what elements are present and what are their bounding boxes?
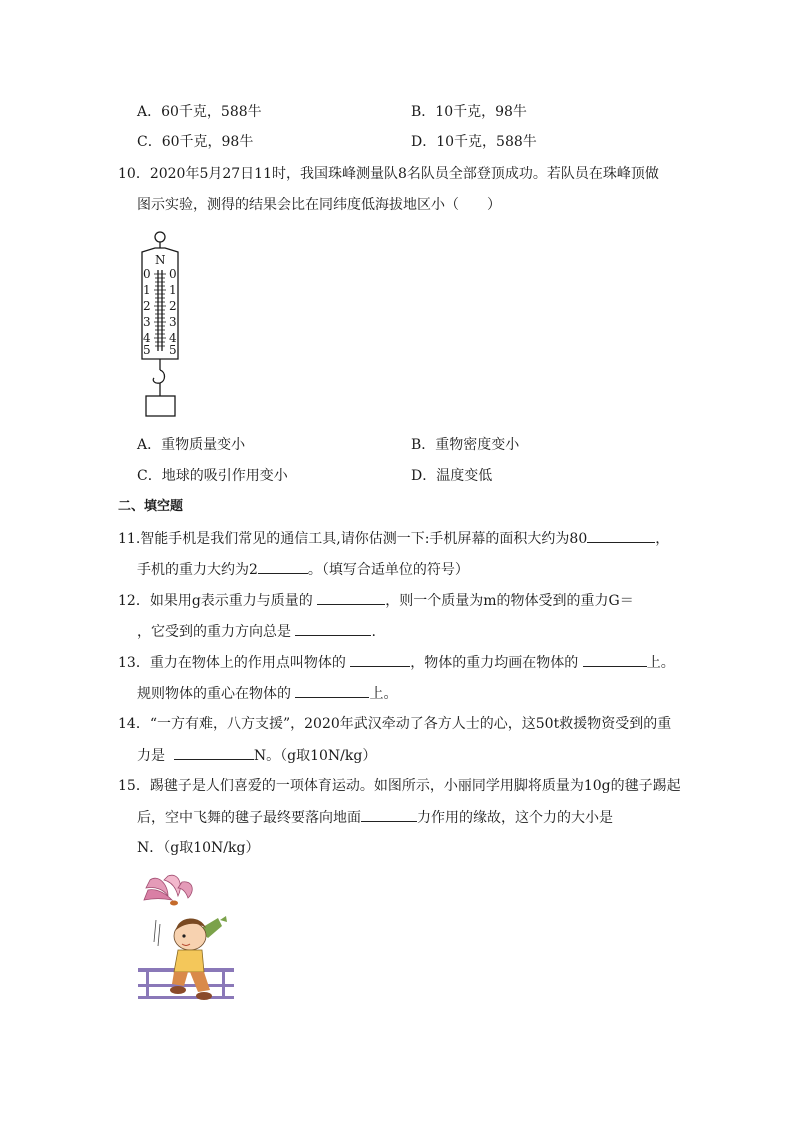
q15-line2 <box>137 807 613 828</box>
scale-tick-left-1: 1 <box>143 283 151 297</box>
q12-text-d: . <box>371 624 376 640</box>
q11-text-c: 手机的重力大约为2 <box>137 562 258 578</box>
scale-tick-left-0: 0 <box>143 267 151 281</box>
q14-line1: 14．“一方有难，八方支援”，2020年武汉牵动了各方人士的心，这50t救援物资受到的重 <box>118 716 672 732</box>
q11-line2 <box>137 559 469 580</box>
q10-option-c: C．地球的吸引作用变小 <box>137 468 288 484</box>
weight-block <box>146 396 175 416</box>
girl-figure <box>170 916 227 1000</box>
scale-unit-label: N <box>155 253 166 267</box>
q12-blank-ratio <box>317 590 385 605</box>
q10-stem-line1: 10．2020年5月27日11时，我国珠峰测量队8名队员全部登顶成功。若队员在珠峰顶做 <box>118 166 659 182</box>
scale-tick-left-3: 3 <box>143 315 151 329</box>
q14-text-a: 力是 <box>137 748 165 764</box>
q13-blank-regular <box>295 683 369 698</box>
shuttlecock-kick-illustration <box>138 872 238 1004</box>
q11-blank-weight <box>258 559 308 574</box>
q13-text-b: ，物体的重力均画在物体的 <box>410 655 579 671</box>
q13-text-a: 13．重力在物体上的作用点叫物体的 <box>118 655 346 671</box>
scale-tick-right-2: 2 <box>169 299 177 313</box>
scale-tick-right-1: 1 <box>169 283 177 297</box>
q15-blank-force <box>361 807 417 822</box>
q9-option-b: B．10千克，98牛 <box>411 104 527 120</box>
q15-line3: N．（g取10N/kg） <box>137 840 260 856</box>
q12-line1 <box>118 590 634 611</box>
scale-tick-right-0: 0 <box>169 267 177 281</box>
q9-option-c: C．60千克，98牛 <box>137 134 254 150</box>
q13-text-d: 规则物体的重心在物体的 <box>137 686 291 702</box>
scale-tick-right-4: 4 <box>169 331 177 345</box>
q12-text-b: ，则一个质量为m的物体受到的重力G＝ <box>385 593 634 609</box>
q13-line2 <box>137 683 397 704</box>
q12-line2 <box>137 621 376 642</box>
section-title: 二、填空题 <box>118 499 184 514</box>
q13-text-e: 上。 <box>369 686 398 702</box>
q13-blank-drawn <box>583 652 647 667</box>
q14-text-b: N。（g取10N/kg） <box>253 748 377 764</box>
q12-text-c: ，它受到的重力方向总是 <box>137 624 291 640</box>
q10-option-d: D．温度变低 <box>411 468 493 484</box>
q11-text-b: ， <box>655 531 670 547</box>
q15-text-b: 力作用的缘故，这个力的大小是 <box>417 810 613 826</box>
scale-tick-right-3: 3 <box>169 315 177 329</box>
q13-text-c: 上。 <box>646 655 675 671</box>
q14-line2 <box>137 745 376 766</box>
q12-blank-direction <box>295 621 371 636</box>
scale-tick-left-4: 4 <box>143 331 151 345</box>
q10-option-b: B．重物密度变小 <box>411 437 520 453</box>
q13-blank-center <box>350 652 410 667</box>
q12-text-a: 12．如果用g表示重力与质量的 <box>118 593 313 609</box>
q15-line1: 15．踢毽子是人们喜爱的一项体育运动。如图所示，小丽同学用脚将质量为10g的毽子踢起 <box>118 778 681 794</box>
q9-option-d: D．10千克，588牛 <box>411 134 537 150</box>
q11-line1 <box>118 528 669 549</box>
q9-option-a: A．60千克，588牛 <box>137 104 262 120</box>
q13-line1 <box>118 652 675 673</box>
q11-text-d: 。（填写合适单位的符号） <box>307 562 469 578</box>
motion-lines <box>154 920 160 946</box>
scale-ring <box>155 232 165 242</box>
scale-tick-left-5: 5 <box>143 343 151 357</box>
q11-blank-area <box>587 528 655 543</box>
q14-blank-gravity <box>174 745 254 760</box>
scale-tick-left-2: 2 <box>143 299 151 313</box>
scale-tick-right-5: 5 <box>169 343 177 357</box>
q11-text-a: 11.智能手机是我们常见的通信工具,请你估测一下:手机屏幕的面积大约为80 <box>118 531 588 547</box>
scale-hook <box>153 370 164 383</box>
spring-scale-figure <box>135 226 195 422</box>
q10-option-a: A．重物质量变小 <box>137 437 246 453</box>
q10-stem-line2: 图示实验，测得的结果会比在同纬度低海拔地区小（ ） <box>137 197 501 213</box>
shuttlecock <box>144 875 192 905</box>
q15-text-a: 后，空中飞舞的毽子最终要落向地面 <box>137 810 361 826</box>
